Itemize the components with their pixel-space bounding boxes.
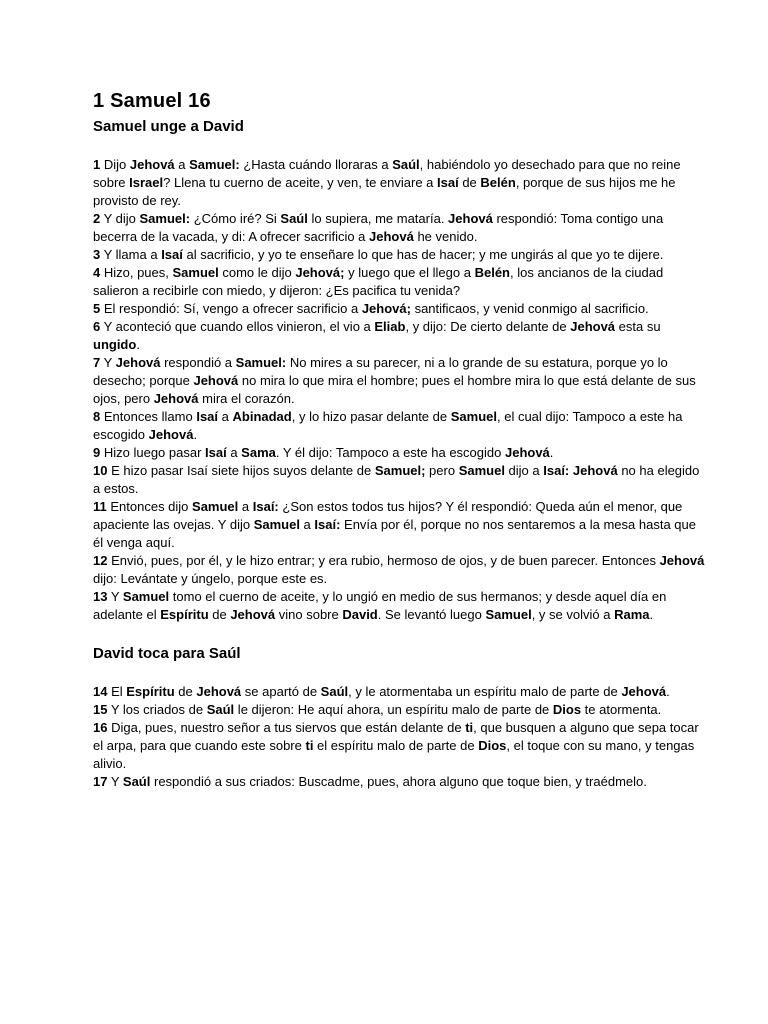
verse-text: Entonces dijo bbox=[106, 499, 193, 514]
verse-text: ? Llena tu cuerno de aceite, y ven, te enviare a bbox=[163, 175, 438, 190]
bold-text: Dios bbox=[552, 702, 582, 717]
verse-text: , y se volvió a bbox=[531, 607, 615, 622]
verse-text: al sacrificio, y yo te enseñare lo que has de hacer; y me ungirás al que yo te dijere. bbox=[182, 247, 664, 262]
verse-text: he venido. bbox=[413, 229, 478, 244]
verse-text: a bbox=[226, 445, 242, 460]
bold-text: 7 bbox=[93, 355, 101, 370]
verse-text: dijo: Levántate y úngelo, porque este es. bbox=[93, 571, 328, 586]
bold-text: Jehová bbox=[621, 684, 667, 699]
bold-text: Jehová bbox=[448, 211, 493, 226]
verse-text: Y bbox=[100, 355, 116, 370]
verse bbox=[93, 264, 708, 300]
bold-text: Isaí bbox=[196, 409, 219, 424]
bold-text: Saúl bbox=[280, 211, 308, 226]
verse bbox=[93, 354, 708, 408]
verse-text: . bbox=[666, 684, 670, 699]
section-heading-samuel-unge-a-david: Samuel unge a David bbox=[93, 118, 244, 135]
verse-text: ¿Cómo iré? Si bbox=[190, 211, 281, 226]
verse-list bbox=[93, 156, 708, 624]
verse-text: le dijeron: He aquí ahora, un espíritu malo de parte de bbox=[234, 702, 553, 717]
verse-text: Y bbox=[107, 589, 123, 604]
verse-text: el espíritu malo de parte de bbox=[313, 738, 479, 753]
verse bbox=[93, 701, 708, 719]
verse-text: , y lo hizo pasar delante de bbox=[291, 409, 451, 424]
verse-text: , el cual dijo: Tampoco a este ha escogido bbox=[93, 409, 683, 442]
verse-text: tomo el cuerno de aceite, y lo ungió en medio de sus hermanos; y desde aquel día en adelante el bbox=[93, 589, 667, 622]
bold-text: Samuel; bbox=[374, 463, 426, 478]
verse-list bbox=[93, 683, 708, 791]
verse-text: mira el corazón. bbox=[198, 391, 295, 406]
verse-text: respondió a bbox=[160, 355, 236, 370]
bold-text: Dios bbox=[478, 738, 507, 753]
bold-text: Rama bbox=[614, 607, 650, 622]
bold-text: Samuel bbox=[122, 589, 170, 604]
bold-text: 14 bbox=[93, 684, 108, 699]
verse-text: ¿Son estos todos tus hijos? Y él respondió: Queda aún el menor, que apaciente las ovejas. Y dijo bbox=[93, 499, 683, 532]
verse-text: Y aconteció que cuando ellos vinieron, el vio a bbox=[100, 319, 375, 334]
bold-text: 2 bbox=[93, 211, 101, 226]
verse-text: a bbox=[238, 499, 253, 514]
bold-text: Samuel bbox=[172, 265, 219, 280]
bold-text: 13 bbox=[93, 589, 108, 604]
verse-text: dijo a bbox=[504, 463, 544, 478]
verse-text: a bbox=[218, 409, 233, 424]
verse-text: Y llama a bbox=[100, 247, 162, 262]
bold-text: 9 bbox=[93, 445, 101, 460]
page-title: 1 Samuel 16 bbox=[93, 90, 211, 112]
verse-text: , y le atormentaba un espíritu malo de parte de bbox=[348, 684, 622, 699]
bold-text: Jehová bbox=[153, 391, 199, 406]
verse bbox=[93, 588, 708, 624]
bold-text: Belén bbox=[474, 265, 510, 280]
bold-text: Isaí bbox=[205, 445, 227, 460]
bold-text: Jehová; bbox=[361, 301, 411, 316]
verse bbox=[93, 552, 708, 588]
bold-text: Isaí: bbox=[314, 517, 341, 532]
verse-text: ¿Hasta cuándo lloraras a bbox=[239, 157, 393, 172]
verse-text: vino sobre bbox=[275, 607, 343, 622]
verse-text: Entonces llamo bbox=[100, 409, 197, 424]
verse-text: . bbox=[649, 607, 654, 622]
verse-text: pero bbox=[425, 463, 459, 478]
verse-text: Y bbox=[107, 774, 123, 789]
bold-text: Isaí: bbox=[252, 499, 279, 514]
bold-text: 16 bbox=[93, 720, 108, 735]
bold-text: Eliab bbox=[374, 319, 406, 334]
verse-text: , que busquen a alguno que sepa tocar el arpa, para que cuando este sobre bbox=[93, 720, 699, 753]
verse-text: a bbox=[174, 157, 190, 172]
verse-text: se apartó de bbox=[241, 684, 321, 699]
verse-text: Y los criados de bbox=[107, 702, 207, 717]
bold-text: Samuel bbox=[253, 517, 300, 532]
verse-text: respondió a sus criados: Buscadme, pues, ahora alguno que toque bien, y traédmelo. bbox=[150, 774, 647, 789]
bold-text: 10 bbox=[93, 463, 108, 478]
verse bbox=[93, 719, 708, 773]
bold-text: 11 bbox=[93, 499, 107, 514]
bold-text: Saúl bbox=[122, 774, 151, 789]
bold-text: 15 bbox=[93, 702, 108, 717]
verse-text: como le dijo bbox=[218, 265, 296, 280]
bold-text: Jehová bbox=[193, 373, 239, 388]
verse bbox=[93, 444, 708, 462]
verse-text: no mira lo que mira el hombre; pues el hombre mira lo que está delante de sus ojos, pero bbox=[93, 373, 696, 406]
verse-text: . Y él dijo: Tampoco a este ha escogido bbox=[275, 445, 505, 460]
verse bbox=[93, 683, 708, 701]
bold-text: Abinadad bbox=[232, 409, 292, 424]
verse-text: , el toque con su mano, y tengas alivio. bbox=[93, 738, 695, 771]
verse-text: respondió: Toma contigo una becerra de la vacada, y di: A ofrecer sacrificio a bbox=[93, 211, 664, 244]
bold-text: Samuel: bbox=[235, 355, 287, 370]
verse-text: , y dijo: De cierto delante de bbox=[405, 319, 571, 334]
verse-text: Envía por él, porque no nos sentaremos a la mesa hasta que él venga aquí. bbox=[93, 517, 696, 550]
verse-text: . bbox=[193, 427, 198, 442]
verse-text: El respondió: Sí, vengo a ofrecer sacrificio a bbox=[100, 301, 362, 316]
bold-text: Samuel: bbox=[139, 211, 191, 226]
bold-text: Saúl bbox=[206, 702, 235, 717]
verse bbox=[93, 300, 708, 318]
verse bbox=[93, 246, 708, 264]
verse bbox=[93, 462, 708, 498]
verse bbox=[93, 773, 708, 791]
verse-text: de bbox=[458, 175, 481, 190]
bold-text: Samuel bbox=[485, 607, 532, 622]
bold-text: ungido bbox=[93, 337, 137, 352]
verse-text: de bbox=[208, 607, 231, 622]
bold-text: Jehová bbox=[369, 229, 414, 244]
verse-text: te atormenta. bbox=[581, 702, 662, 717]
section-heading-david-toca-para-saul: David toca para Saúl bbox=[93, 645, 241, 662]
bold-text: Jehová; bbox=[295, 265, 345, 280]
verse bbox=[93, 210, 708, 246]
verse-text: E hizo pasar Isaí siete hijos suyos delante de bbox=[107, 463, 375, 478]
verse-text: El bbox=[107, 684, 127, 699]
bold-text: Espíritu bbox=[126, 684, 175, 699]
verse bbox=[93, 498, 708, 552]
bold-text: Belén bbox=[480, 175, 516, 190]
bold-text: 17 bbox=[93, 774, 108, 789]
verse bbox=[93, 408, 708, 444]
verse-text: . Se levantó luego bbox=[377, 607, 486, 622]
verse-text: a bbox=[299, 517, 315, 532]
verse-text: . bbox=[136, 337, 140, 352]
bold-text: Sama bbox=[241, 445, 276, 460]
verse-text: de bbox=[174, 684, 197, 699]
verse-text: esta su bbox=[615, 319, 661, 334]
bold-text: Samuel: bbox=[189, 157, 240, 172]
verse-text: . bbox=[549, 445, 554, 460]
section-david-toca-para-saul bbox=[93, 644, 708, 791]
verse-text: , habiéndolo yo desechado para que no reine sobre bbox=[93, 157, 681, 190]
verse-text: Hizo luego pasar bbox=[100, 445, 206, 460]
verse bbox=[93, 318, 708, 354]
bold-text: Samuel bbox=[192, 499, 239, 514]
verse-text: Y dijo bbox=[100, 211, 140, 226]
bold-text: Jehová bbox=[196, 684, 242, 699]
bold-text: Jehová bbox=[572, 463, 618, 478]
verse bbox=[93, 156, 708, 210]
bold-text: Samuel bbox=[450, 409, 497, 424]
bold-text: 5 bbox=[93, 301, 101, 316]
bold-text: 8 bbox=[93, 409, 101, 424]
verse-text: Hizo, pues, bbox=[100, 265, 173, 280]
bold-text: Isaí bbox=[437, 175, 459, 190]
verse-text: Dijo bbox=[100, 157, 130, 172]
bold-text: David bbox=[342, 607, 378, 622]
verse-text: , los ancianos de la ciudad salieron a recibirle con miedo, y dijeron: ¿Es pacifica tu venida? bbox=[93, 265, 664, 298]
verse-text: Envió, pues, por él, y le hizo entrar; y era rubio, hermoso de ojos, y de buen parecer. Entonces bbox=[107, 553, 660, 568]
bold-text: Jehová bbox=[659, 553, 705, 568]
bold-text: Jehová bbox=[570, 319, 616, 334]
bold-text: ti bbox=[465, 720, 474, 735]
verse-text: y luego que el llego a bbox=[344, 265, 475, 280]
bold-text: 3 bbox=[93, 247, 101, 262]
verse-text: , porque de sus hijos me he provisto de rey. bbox=[93, 175, 676, 208]
verse-text: santificaos, y venid conmigo al sacrificio. bbox=[410, 301, 649, 316]
bold-text: 4 bbox=[93, 265, 101, 280]
verse-text: no ha elegido a estos. bbox=[93, 463, 700, 496]
verse-text: Diga, pues, nuestro señor a tus siervos que están delante de bbox=[107, 720, 466, 735]
bold-text: Jehová bbox=[504, 445, 550, 460]
bold-text: Saúl bbox=[392, 157, 420, 172]
bold-text: Saúl bbox=[320, 684, 349, 699]
verse-text: No mires a su parecer, ni a lo grande de su estatura, porque yo lo desecho; porque bbox=[93, 355, 668, 388]
bold-text: 1 bbox=[93, 157, 101, 172]
bold-text: Samuel bbox=[458, 463, 505, 478]
verse-text: lo supiera, me mataría. bbox=[307, 211, 449, 226]
bold-text: Jehová bbox=[129, 157, 175, 172]
bold-text: Jehová bbox=[230, 607, 276, 622]
bold-text: Jehová bbox=[115, 355, 161, 370]
bold-text: Jehová bbox=[148, 427, 194, 442]
bold-text: 12 bbox=[93, 553, 108, 568]
bold-text: Espíritu bbox=[160, 607, 209, 622]
bold-text: Israel bbox=[129, 175, 164, 190]
bold-text: Isaí bbox=[161, 247, 183, 262]
bold-text: ti bbox=[305, 738, 314, 753]
bold-text: Isaí: bbox=[543, 463, 570, 478]
bold-text: 6 bbox=[93, 319, 101, 334]
